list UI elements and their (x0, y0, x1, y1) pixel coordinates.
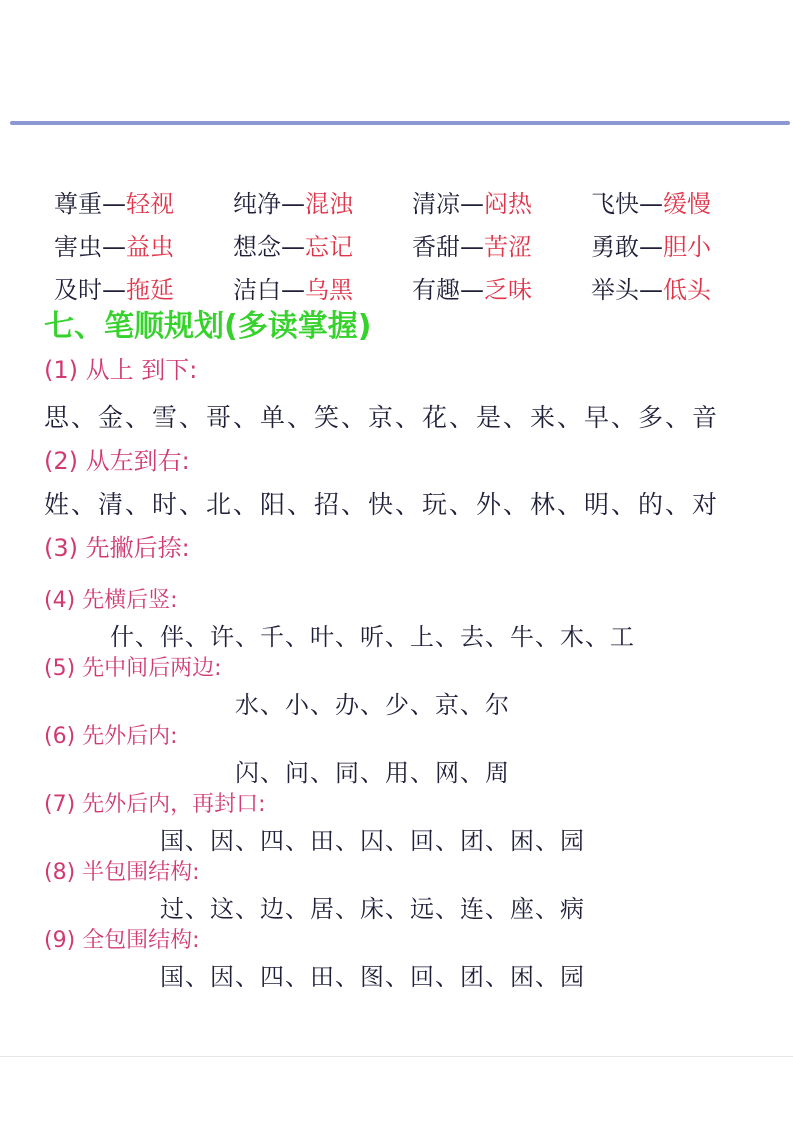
rule-label: (2) 从左到右: (44, 447, 190, 475)
antonym-word: 苦涩 (484, 233, 532, 261)
dash: — (639, 276, 663, 304)
antonym-pair (54, 227, 233, 262)
rule-characters: 什、伴、许、千、叶、听、上、去、牛、木、工 (110, 623, 635, 651)
dash: — (460, 276, 484, 304)
dash: — (281, 276, 305, 304)
antonym-word: 闷热 (484, 190, 532, 218)
rule-characters: 姓、清、时、北、阳、招、快、玩、外、林、明、的、对 (44, 490, 720, 519)
antonym-row (54, 223, 770, 266)
dash: — (102, 190, 126, 218)
rule-label: (1) 从上 到下: (44, 356, 198, 384)
dash: — (639, 190, 663, 218)
antonym-pair (412, 270, 591, 305)
rule-characters: 思、金、雪、哥、单、笑、京、花、是、来、早、多、音 (44, 403, 720, 432)
rule-characters: 国、因、四、田、图、回、团、困、园 (160, 963, 585, 991)
antonym-pair (591, 227, 770, 262)
word: 害虫 (54, 233, 102, 261)
word: 清凉 (412, 190, 460, 218)
antonym-word: 缓慢 (663, 190, 711, 218)
word: 纯净 (233, 190, 281, 218)
word: 飞快 (591, 190, 639, 218)
section-title: 七、笔顺规划(多读掌握) (44, 309, 372, 344)
antonym-pair (233, 227, 412, 262)
top-divider (10, 121, 790, 125)
word: 想念 (233, 233, 281, 261)
antonym-pair (233, 270, 412, 305)
rule-label: (8) 半包围结构: (44, 860, 200, 885)
dash: — (102, 276, 126, 304)
antonym-pair (233, 184, 412, 219)
antonym-word: 拖延 (126, 276, 174, 304)
rule-characters: 水、小、办、少、京、尔 (235, 691, 510, 719)
bottom-divider (0, 1056, 793, 1057)
word: 举头 (591, 276, 639, 304)
antonym-word: 乏味 (484, 276, 532, 304)
dash: — (460, 233, 484, 261)
word: 洁白 (233, 276, 281, 304)
word: 有趣 (412, 276, 460, 304)
rule-characters: 闪、问、同、用、网、周 (235, 759, 510, 787)
rule-label: (3) 先撇后捺: (44, 534, 190, 562)
rule-label: (7) 先外后内，再封口: (44, 792, 266, 817)
word: 勇敢 (591, 233, 639, 261)
antonym-word: 混浊 (305, 190, 353, 218)
dash: — (102, 233, 126, 261)
antonym-table (54, 180, 770, 309)
antonym-word: 忘记 (305, 233, 353, 261)
dash: — (281, 233, 305, 261)
antonym-word: 轻视 (126, 190, 174, 218)
antonym-word: 益虫 (126, 233, 174, 261)
antonym-pair (54, 184, 233, 219)
antonym-pair (412, 184, 591, 219)
rule-characters: 过、这、边、居、床、远、连、座、病 (160, 895, 585, 923)
rule-label: (5) 先中间后两边: (44, 656, 222, 681)
antonym-pair (591, 270, 770, 305)
word: 香甜 (412, 233, 460, 261)
rule-characters: 国、因、四、田、囚、回、团、困、园 (160, 827, 585, 855)
dash: — (639, 233, 663, 261)
antonym-pair (591, 184, 770, 219)
word: 尊重 (54, 190, 102, 218)
antonym-row (54, 180, 770, 223)
rule-label: (9) 全包围结构: (44, 928, 200, 953)
word: 及时 (54, 276, 102, 304)
rule-label: (4) 先横后竖: (44, 588, 178, 613)
dash: — (460, 190, 484, 218)
antonym-pair (54, 270, 233, 305)
antonym-word: 乌黑 (305, 276, 353, 304)
dash: — (281, 190, 305, 218)
rule-label: (6) 先外后内: (44, 724, 178, 749)
antonym-word: 胆小 (663, 233, 711, 261)
antonym-word: 低头 (663, 276, 711, 304)
antonym-pair (412, 227, 591, 262)
